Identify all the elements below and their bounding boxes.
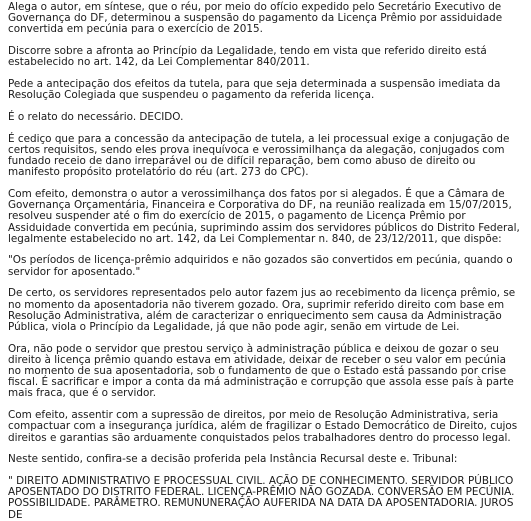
paragraph-verisimilitude: Com efeito, demonstra o autor a verossimilhança dos fatos por si alegados. É que a Câmara de Governança Orçamentária, Financeira e Corporativa do DF, na reunião realizada em 15/07/2015, resolveu suspender até o fim do exercício de 2015, o pagamento de Licença Prêmio por Assiduidade convertida em pecúnia, suprimindo assim dos servidores públicos do Distrito Federal, legalmente estabelecido no art. 142, da Lei Complementar n. 840, de 23/12/2011, que dispõe:: [8, 187, 520, 245]
paragraph-law-quote: "Os períodos de licença-prêmio adquiridos e não gozados são convertidos em pecúnia, quando o servidor for aposentado.": [8, 254, 513, 278]
paragraph-allegation: Alega o autor, em síntese, que o réu, por meio do ofício expedido pelo Secretário Executivo de Governança do DF, determinou a suspensão do pagamento da Licença Prêmio por assiduidade convertida em pecúnia para o exercício de 2015.: [8, 1, 503, 36]
paragraph-entitlement: De certo, os servidores representados pelo autor fazem jus ao recebimento da licença prêmio, se no momento da aposentadoria não tiverem gozado. Ora, suprimir referido direito com base em Resolução Administrativa, além de caracterizar o enriquecimento sem causa da Administração Pública, viola o Princípio da Legalidade, já que não pode agir, senão em virtude de Lei.: [8, 287, 516, 333]
paragraph-fiscal-crisis: Ora, não pode o servidor que prestou serviço à administração pública e deixou de gozar o seu direito à licença prêmio quando estava em atividade, deixar de receber o seu valor em pecúnia no momento de sua aposentadoria, sob o fundamento de que o Estado está passando por crise fiscal. É sacrificar e impor a conta da má administração e corrupção que assola esse país à parte mais fraca, que é o servidor.: [8, 342, 514, 400]
paragraph-legal-security: Com efeito, assentir com a supressão de direitos, por meio de Resolução Administrativa, seria compactuar com a insegurança jurídica, além de fragilizar o Estado Democrático de Direito, cujos direitos e garantias são arduamente conquistados pelos trabalhadores dentro do processo legal.: [8, 409, 518, 444]
paragraph-requirements: É cediço que para a concessão da antecipação de tutela, a lei processual exige a conjugação de certos requisitos, sendo eles prova inequívoca e verossimilhança da alegação, conjugados com fundado receio de dano irreparável ou de difícil reparação, bem como abuso de direito ou manifesto propósito protelatório do réu (art. 273 do CPC).: [8, 132, 510, 179]
paragraph-request: Pede a antecipação dos efeitos da tutela, para que seja determinada a suspensão imediata da Resolução Colegiada que suspendeu o pagamento da referida licença.: [8, 78, 501, 102]
paragraph-decision-heading: É o relato do necessário. DECIDO.: [8, 110, 184, 123]
paragraph-legality: Discorre sobre a afronta ao Princípio da Legalidade, tendo em vista que referido direito está estabelecido no art. 142, da Lei Complementar 840/2011.: [8, 45, 487, 69]
document-body: [8, 2, 522, 521]
paragraph-precedent-intro: Neste sentido, confira-se a decisão proferida pela Instância Recursal deste e. Tribunal:: [8, 453, 458, 466]
paragraph-precedent-ementa: " DIREITO ADMINISTRATIVO E PROCESSUAL CIVIL. AÇÃO DE CONHECIMENTO. SERVIDOR PÚBLICO APOSENTADO DO DISTRITO FEDERAL. LICENÇA-PRÊMIO NÃO GOZADA. CONVERSÃO EM PECÚNIA. POSSIBILIDADE. PARÂMETRO. REMUNUNERAÇÃO AUFERIDA NA DATA DA APOSENTADORIA. JUROS DE: [8, 475, 515, 521]
